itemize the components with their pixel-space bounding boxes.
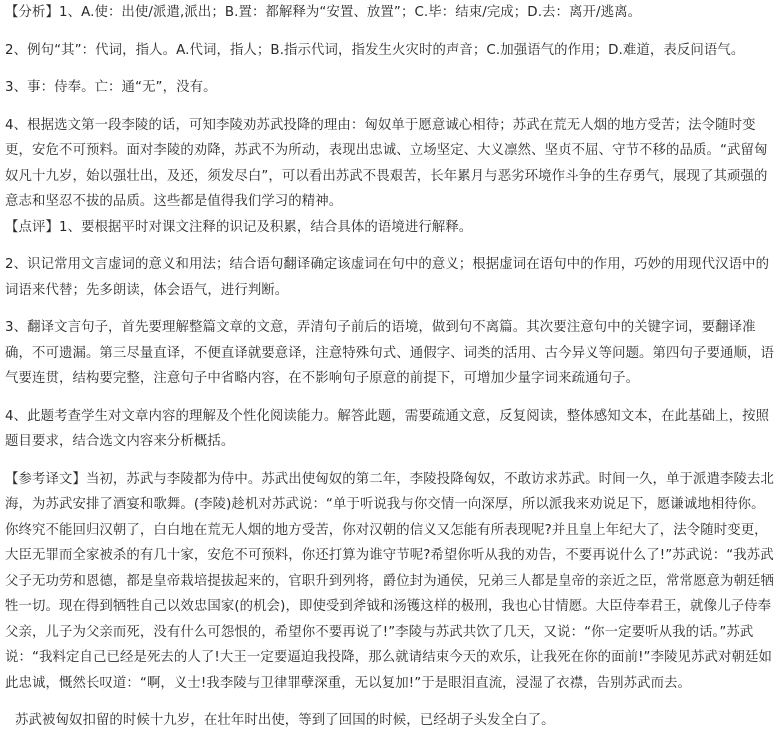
analysis-item-2: 2、例句“其”：代词，指人。A.代词，指人；B.指示代词，指发生火灾时的声音；C.加强语气的作用；D.难道，表反问语气。 [5, 42, 745, 58]
analysis-item-1: 【分析】1、A.使：出使/派遣,派出；B.置：都解释为“安置、放置”；C.毕：结束/完成；D.去：离开/逃离。 [5, 5, 642, 20]
analysis-item-3: 3、事：侍奉。亡：通“无”，没有。 [5, 80, 217, 95]
comment-item-2: 2、识记常用文言虚词的意义和用法；结合语句翻译确定该虚词在句中的意义；根据虚词在语句中的作用，巧妙的用现代汉语中的词语来代替；先多朗读，体会语气，进行判断。 [5, 257, 770, 298]
analysis-item-4: 4、根据选文第一段李陵的话，可知李陵劝苏武投降的理由：匈奴单于愿意诚心相待；苏武在荒无人烟的地方受苦；法令随时变更，安危不可预料。面对李陵的劝降，苏武不为所动，表现出忠诚、立场坚定、大义凛然、坚贞不屈、守节不移的品质。“武留匈奴凡十九岁，始以强壮出，及还，须发尽白”，可以看出苏武不畏艰苦，长年累月与恶劣环境作斗争的生存勇气，展现了其顽强的意志和坚忍不拔的品质。这些都是值得我们学习的精神。 [5, 117, 768, 209]
comment-item-4: 4、此题考查学生对文章内容的理解及个性化阅读能力。解答此题，需要疏通文意，反复阅读，整体感知文本，在此基础上，按照题目要求，结合选文内容来分析概括。 [5, 408, 770, 449]
translation-paragraph-2: 苏武被匈奴扣留的时候十九岁，在壮年时出使，等到了回国的时候，已经胡子头发全白了。 [15, 713, 555, 728]
comment-item-3: 3、翻译文言句子，首先要理解整篇文章的文意，弄清句子前后的语境，做到句不离篇。其次要注意句中的关键字词，要翻译准确，不可遗漏。第三尽量直译，不便直译就要意译，注意特殊句式、通假字、词类的活用、古今异义等问题。第四句子要通顺，语气要连贯，结构要完整，注意句子中省略内容，在不影响句子原意的前提下，可增加少量字词来疏通句子。 [5, 320, 774, 386]
translation-paragraph: 【参考译文】当初，苏武与李陵都为侍中。苏武出使匈奴的第二年，李陵投降匈奴，不敢访求苏武。时间一久，单于派遣李陵去北海，为苏武安排了酒宴和歌舞。(李陵)趁机对苏武说：“单于听说我与你交情一向深厚，所以派我来劝说足下，愿谦诚地相待你。你终究不能回归汉朝了，白白地在荒无人烟的地方受苦，你对汉朝的信义又怎能有所表现呢?并且皇上年纪大了，法令随时变更，大臣无罪而全家被杀的有几十家，安危不可预料，你还打算为谁守节呢?希望你听从我的劝告，不要再说什么了!”苏武说：“我苏武父子无功劳和恩德，都是皇帝栽培提拔起来的，官职升到列将，爵位封为通侯，兄弟三人都是皇帝的亲近之臣，常常愿意为朝廷牺牲一切。现在得到牺牲自己以效忠国家(的机会)，即使受到斧钺和汤镬这样的极刑，我也心甘情愿。大臣侍奉君王，就像儿子侍奉父亲，儿子为父亲而死，没有什么可怨恨的，希望你不要再说了!”李陵与苏武共饮了几天，又说：“你一定要听从我的话。”苏武说：“我料定自己已经是死去的人了!大王一定要逼迫我投降，那么就请结束今天的欢乐，让我死在你的面前!”李陵见苏武对朝廷如此忠诚，慨然长叹道：“啊，义士!我李陵与卫律罪孽深重，无以复加!”于是眼泪直流，浸湿了衣襟，告别苏武而去。 [5, 471, 774, 691]
comment-item-1: 【点评】1、要根据平时对课文注释的识记及积累，结合具体的语境进行解释。 [5, 219, 473, 235]
